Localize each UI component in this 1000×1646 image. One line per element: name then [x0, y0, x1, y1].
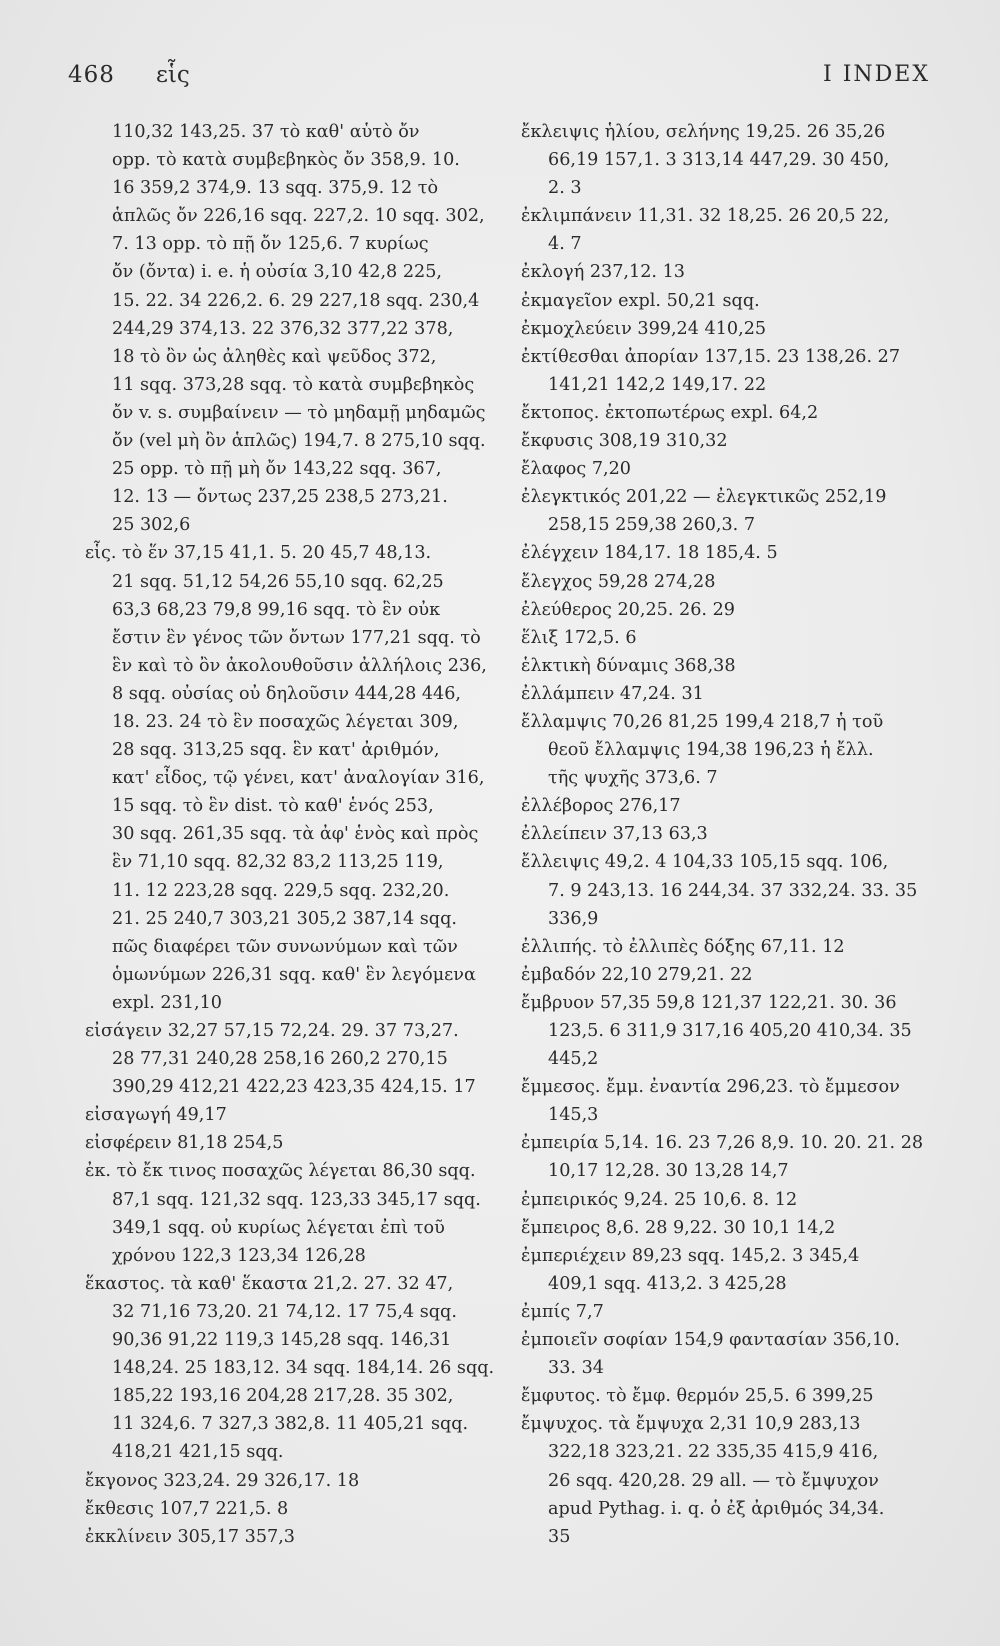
index-entry-continuation: 7. 13 opp. τὸ πῇ ὄν 125,6. 7 κυρίως — [112, 234, 429, 255]
index-entry-line: ἐκλιμπάνειν 11,31. 32 18,25. 26 20,5 22, — [521, 206, 890, 227]
index-entry-line: ἐμπεριέχειν 89,23 sqq. 145,2. 3 345,4 — [521, 1245, 860, 1266]
index-entry-line: ἐλλιπής. τὸ ἐλλιπὲς δόξης 67,11. 12 — [521, 936, 845, 957]
index-entry-continuation: 28 sqq. 313,25 sqq. ἓν κατ' ἀριθμόν, — [112, 740, 440, 761]
index-entry-continuation: ἁπλῶς ὄν 226,16 sqq. 227,2. 10 sqq. 302, — [112, 206, 485, 227]
index-entry-continuation: 11 324,6. 7 327,3 382,8. 11 405,21 sqq. — [112, 1414, 469, 1435]
index-entry-line: ἔλαφος 7,20 — [521, 459, 632, 480]
index-entry-line: ἐμβαδόν 22,10 279,21. 22 — [521, 964, 753, 985]
index-entry-continuation: ὁμωνύμων 226,31 sqq. καθ' ἓν λεγόμενα — [112, 964, 476, 985]
index-entry-continuation: ἓν 71,10 sqq. 82,32 83,2 113,25 119, — [112, 852, 444, 873]
index-entry-continuation: 11. 12 223,28 sqq. 229,5 sqq. 232,20. — [112, 880, 450, 901]
index-entry-continuation: πῶς διαφέρει τῶν συνωνύμων καὶ τῶν — [112, 936, 458, 957]
index-entry-continuation: 336,9 — [548, 908, 599, 929]
index-entry-continuation: expl. 231,10 — [112, 992, 222, 1013]
section-title: I INDEX — [823, 62, 930, 87]
index-entry-continuation: 185,22 193,16 204,28 217,28. 35 302, — [112, 1386, 454, 1407]
index-entry-continuation: θεοῦ ἔλλαμψις 194,38 196,23 ἡ ἔλλ. — [548, 740, 874, 761]
index-entry-line: ἔκφυσις 308,19 310,32 — [521, 431, 728, 452]
index-entry-line: ἐμπειρικός 9,24. 25 10,6. 8. 12 — [521, 1189, 798, 1210]
index-entry-line: εἷς. τὸ ἕν 37,15 41,1. 5. 20 45,7 48,13. — [85, 543, 432, 564]
page-number: 468 — [68, 62, 115, 88]
index-entry-line: ἕκαστος. τὰ καθ' ἕκαστα 21,2. 27. 32 47, — [85, 1273, 454, 1294]
index-column-right — [521, 118, 936, 1551]
index-entry-continuation: 11 sqq. 373,28 sqq. τὸ κατὰ συμβεβηκὸς — [112, 374, 475, 395]
index-entry-line: ἔλλαμψις 70,26 81,25 199,4 218,7 ἡ τοῦ — [521, 711, 884, 732]
index-entry-continuation: ἔστιν ἓν γένος τῶν ὄντων 177,21 sqq. τὸ — [112, 627, 481, 648]
index-entry-continuation: τῆς ψυχῆς 373,6. 7 — [548, 768, 718, 789]
index-entry-line: ἐλλείπειν 37,13 63,3 — [521, 824, 708, 845]
index-entry-line: ἐλλάμπειν 47,24. 31 — [521, 683, 704, 704]
index-entry-line: ἐλλέβορος 276,17 — [521, 796, 681, 817]
index-entry-line: ἕλιξ 172,5. 6 — [521, 627, 637, 648]
index-entry-continuation: 7. 9 243,13. 16 244,34. 37 332,24. 33. 35 — [548, 880, 918, 901]
index-entry-line: ἐκλογή 237,12. 13 — [521, 262, 685, 283]
index-entry-continuation: χρόνου 122,3 123,34 126,28 — [112, 1245, 366, 1266]
index-entry-continuation: 18 τὸ ὂν ὡς ἀληθὲς καὶ ψεῦδος 372, — [112, 346, 437, 367]
index-entry-continuation: 35 — [548, 1526, 571, 1547]
index-entry-continuation: opp. τὸ κατὰ συμβεβηκὸς ὄν 358,9. 10. — [112, 150, 460, 171]
index-entry-line: εἰσφέρειν 81,18 254,5 — [85, 1133, 284, 1154]
index-entry-continuation: κατ' εἶδος, τῷ γένει, κατ' ἀναλογίαν 316, — [112, 768, 485, 789]
index-entry-continuation: 141,21 142,2 149,17. 22 — [548, 374, 767, 395]
index-entry-continuation: 21. 25 240,7 303,21 305,2 387,14 sqq. — [112, 908, 457, 929]
index-entry-continuation: 90,36 91,22 119,3 145,28 sqq. 146,31 — [112, 1330, 452, 1351]
index-entry-continuation: 418,21 421,15 sqq. — [112, 1442, 284, 1463]
index-entry-continuation: 10,17 12,28. 30 13,28 14,7 — [548, 1161, 789, 1182]
index-entry-continuation: 409,1 sqq. 413,2. 3 425,28 — [548, 1273, 787, 1294]
index-entry-continuation: 28 77,31 240,28 258,16 260,2 270,15 — [112, 1049, 448, 1070]
index-entry-continuation: 30 sqq. 261,35 sqq. τὰ ἀφ' ἑνὸς καὶ πρὸς — [112, 824, 479, 845]
index-entry-continuation: 32 71,16 73,20. 21 74,12. 17 75,4 sqq. — [112, 1301, 457, 1322]
index-entry-continuation: 25 302,6 — [112, 515, 191, 536]
index-entry-line: εἰσάγειν 32,27 57,15 72,24. 29. 37 73,27. — [85, 1021, 459, 1041]
index-entry-continuation: 148,24. 25 183,12. 34 sqq. 184,14. 26 sqq. — [112, 1358, 495, 1379]
index-entry-line: ἔκτοπος. ἐκτοπωτέρως expl. 64,2 — [521, 402, 819, 423]
index-entry-line: ἐλεγκτικός 201,22 — ἐλεγκτικῶς 252,19 — [521, 487, 887, 508]
index-entry-continuation: 322,18 323,21. 22 335,35 415,9 416, — [548, 1442, 879, 1463]
index-entry-continuation: ὄν (vel μὴ ὂν ἁπλῶς) 194,7. 8 275,10 sqq. — [112, 431, 486, 452]
running-headword: εἷς — [156, 62, 190, 88]
index-entry-continuation: 26 sqq. 420,28. 29 all. — τὸ ἔμψυχον — [548, 1470, 879, 1491]
index-column-left — [85, 118, 500, 1551]
index-entry-continuation: ὄν v. s. συμβαίνειν — τὸ μηδαμῇ μηδαμῶς — [112, 402, 486, 423]
index-entry-line: ἐλεύθερος 20,25. 26. 29 — [521, 599, 736, 620]
index-entry-continuation: apud Pythag. i. q. ὁ ἐξ ἀριθμός 34,34. — [548, 1498, 885, 1519]
index-entry-continuation: 12. 13 — ὄντως 237,25 238,5 273,21. — [112, 487, 448, 508]
index-entry-line: ἔλλειψις 49,2. 4 104,33 105,15 sqq. 106, — [521, 852, 889, 873]
index-entry-line: ἐμποιεῖν σοφίαν 154,9 φαντασίαν 356,10. — [521, 1330, 900, 1351]
index-entry-continuation: 123,5. 6 311,9 317,16 405,20 410,34. 35 — [548, 1021, 912, 1041]
index-entry-continuation: 390,29 412,21 422,23 423,35 424,15. 17 — [112, 1077, 476, 1098]
index-entry-continuation: 4. 7 — [548, 234, 582, 255]
index-entry-line: ἔκγονος 323,24. 29 326,17. 18 — [85, 1470, 360, 1491]
index-entry-continuation: 258,15 259,38 260,3. 7 — [548, 515, 756, 536]
index-entry-line: ἐκκλίνειν 305,17 357,3 — [85, 1526, 295, 1547]
index-entry-line: ἐμπειρία 5,14. 16. 23 7,26 8,9. 10. 20. 21. 28 — [521, 1133, 924, 1154]
index-entry-continuation: 15 sqq. τὸ ἓν dist. τὸ καθ' ἑνός 253, — [112, 796, 434, 817]
index-entry-line: ἔμβρυον 57,35 59,8 121,37 122,21. 30. 36 — [521, 992, 897, 1013]
index-entry-continuation: 2. 3 — [548, 178, 582, 199]
index-entry-continuation: 244,29 374,13. 22 376,32 377,22 378, — [112, 318, 454, 339]
index-entry-continuation: 66,19 157,1. 3 313,14 447,29. 30 450, — [548, 150, 890, 171]
index-entry-line: ἑλκτικὴ δύναμις 368,38 — [521, 655, 736, 676]
index-entry-continuation: 110,32 143,25. 37 τὸ καθ' αὑτὸ ὄν — [112, 122, 420, 142]
index-entry-continuation: 349,1 sqq. οὐ κυρίως λέγεται ἐπὶ τοῦ — [112, 1217, 445, 1238]
index-entry-continuation: 33. 34 — [548, 1358, 604, 1379]
index-entry-line: ἔλεγχος 59,28 274,28 — [521, 571, 716, 592]
index-entry-line: ἔκθεσις 107,7 221,5. 8 — [85, 1498, 289, 1519]
index-entry-line: ἐκτίθεσθαι ἀπορίαν 137,15. 23 138,26. 27 — [521, 346, 901, 367]
index-entry-line: ἔμψυχος. τὰ ἔμψυχα 2,31 10,9 283,13 — [521, 1414, 861, 1435]
index-entry-line: ἐκμοχλεύειν 399,24 410,25 — [521, 318, 767, 339]
index-entry-continuation: ὄν (ὄντα) i. e. ἡ οὐσία 3,10 42,8 225, — [112, 262, 443, 283]
index-entry-continuation: 8 sqq. οὐσίας οὐ δηλοῦσιν 444,28 446, — [112, 683, 462, 704]
index-entry-line: ἐκ. τὸ ἔκ τινος ποσαχῶς λέγεται 86,30 sqq. — [85, 1161, 476, 1182]
index-entry-line: ἐμπίς 7,7 — [521, 1301, 604, 1322]
index-entry-continuation: 16 359,2 374,9. 13 sqq. 375,9. 12 τὸ — [112, 178, 439, 199]
index-entry-line: ἐκμαγεῖον expl. 50,21 sqq. — [521, 290, 760, 311]
index-entry-continuation: 87,1 sqq. 121,32 sqq. 123,33 345,17 sqq. — [112, 1189, 481, 1210]
index-entry-continuation: 18. 23. 24 τὸ ἓν ποσαχῶς λέγεται 309, — [112, 711, 459, 732]
index-entry-continuation: 25 opp. τὸ πῇ μὴ ὄν 143,22 sqq. 367, — [112, 459, 442, 480]
index-entry-continuation: 445,2 — [548, 1049, 599, 1070]
index-entry-continuation: ἓν καὶ τὸ ὂν ἀκολουθοῦσιν ἀλλήλοις 236, — [112, 655, 487, 676]
index-entry-continuation: 15. 22. 34 226,2. 6. 29 227,18 sqq. 230,4 — [112, 290, 480, 311]
index-entry-continuation: 145,3 — [548, 1105, 599, 1126]
index-entry-continuation: 63,3 68,23 79,8 99,16 sqq. τὸ ἓν οὐκ — [112, 599, 441, 620]
index-entry-line: ἔμφυτος. τὸ ἔμφ. θερμόν 25,5. 6 399,25 — [521, 1386, 874, 1407]
index-entry-line: ἐλέγχειν 184,17. 18 185,4. 5 — [521, 543, 778, 564]
index-entry-line: ἔμμεσος. ἔμμ. ἐναντία 296,23. τὸ ἔμμεσον — [521, 1077, 900, 1098]
index-entry-continuation: 21 sqq. 51,12 54,26 55,10 sqq. 62,25 — [112, 571, 444, 592]
index-entry-line: ἔμπειρος 8,6. 28 9,22. 30 10,1 14,2 — [521, 1217, 836, 1238]
index-entry-line: ἔκλειψις ἡλίου, σελήνης 19,25. 26 35,26 — [521, 122, 886, 142]
page-header — [68, 62, 930, 102]
index-entry-line: εἰσαγωγή 49,17 — [85, 1105, 227, 1126]
